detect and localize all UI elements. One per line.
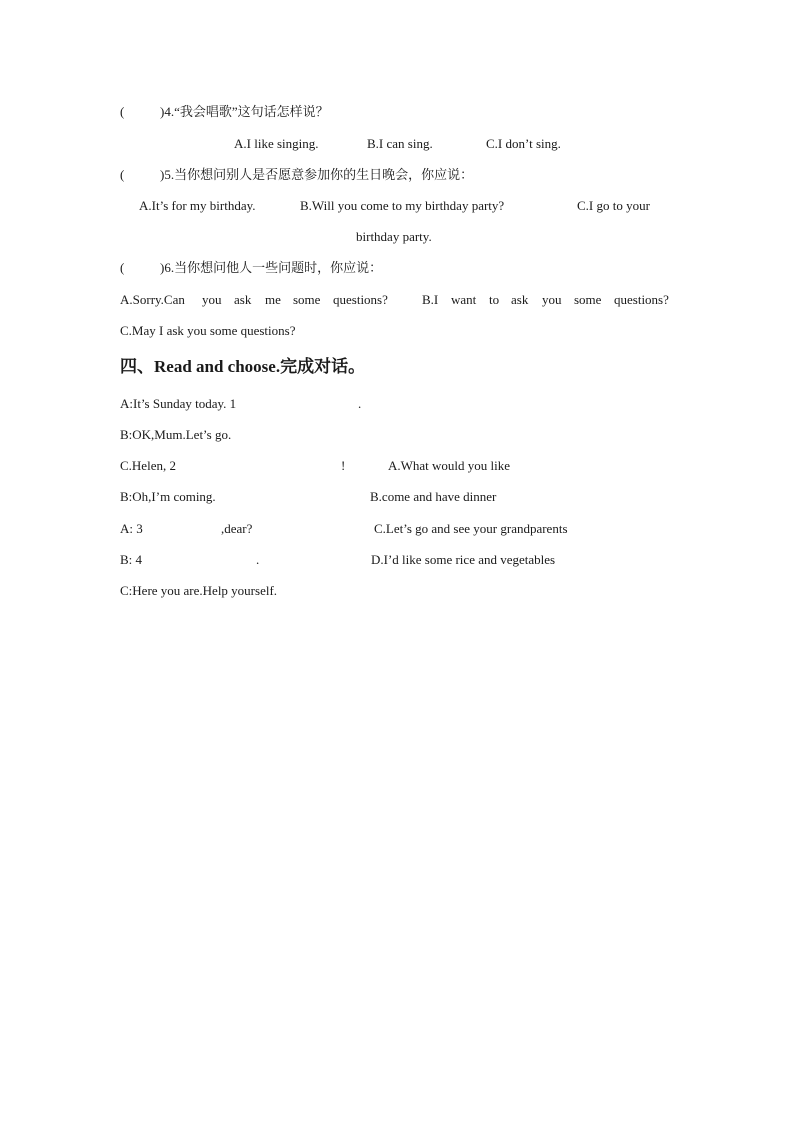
q5-stem: )5.当你想问别人是否愿意参加你的生日晚会，你应说： [160, 167, 474, 182]
q6-option-a-word: you [202, 292, 222, 307]
dialogue-line-left: A: 3 [120, 521, 143, 536]
q6-option-b-word: B.I [422, 292, 439, 307]
dialogue-line-mid: ! [341, 458, 346, 473]
q6-option-b-word: you [542, 292, 562, 307]
q6-option-c: C.May I ask you some questions? [120, 323, 296, 338]
q5-option-c: C.I go to your [577, 198, 650, 213]
q5-option-b: B.Will you come to my birthday party? [300, 198, 505, 213]
dialogue-line-mid: . [358, 396, 362, 411]
dialogue-line-left: B: 4 [120, 552, 143, 567]
q5-paren: ( [120, 167, 125, 182]
q6-stem: )6.当你想问他人一些问题时，你应说： [160, 260, 383, 275]
q6-option-a-word: ask [234, 292, 252, 307]
choice-option-a: A.What would you like [388, 458, 511, 473]
q4-stem: )4.“我会唱歌”这句话怎样说？ [160, 104, 329, 119]
q6-option-b-word: ask [511, 292, 529, 307]
dialogue-line-mid: ,dear? [221, 521, 253, 536]
q4-option-c: C.I don’t sing. [486, 136, 561, 151]
dialogue-line-left: C:Here you are.Help yourself. [120, 583, 278, 598]
q6-option-b-word: to [489, 292, 500, 307]
section-heading-chinese: 完成对话。 [280, 357, 366, 376]
dialogue-line-mid: . [256, 552, 260, 567]
q6-option-a-word: some [293, 292, 321, 307]
choice-option-c: C.Let’s go and see your grandparents [374, 521, 568, 536]
dialogue-line-left: A:It’s Sunday today. 1 [120, 396, 237, 411]
q6-option-a-word: questions? [333, 292, 388, 307]
q6-option-b-word: some [574, 292, 602, 307]
dialogue-line-left: B:OK,Mum.Let’s go. [120, 427, 232, 442]
q4-option-b: B.I can sing. [367, 136, 433, 151]
q5-option-c-cont: birthday party. [356, 229, 432, 244]
section-heading-number: 四、 [120, 357, 154, 376]
q6-option-b-word: want [451, 292, 477, 307]
q4-paren: ( [120, 104, 125, 119]
dialogue-line-left: C.Helen, 2 [120, 458, 176, 473]
q6-paren: ( [120, 260, 125, 275]
dialogue-line-left: B:Oh,I’m coming. [120, 489, 216, 504]
q4-option-a: A.I like singing. [234, 136, 319, 151]
q6-option-a-word: A.Sorry.Can [120, 292, 185, 307]
section-heading-english: Read and choose. [154, 357, 281, 376]
q6-option-a-word: me [265, 292, 281, 307]
choice-option-d: D.I’d like some rice and vegetables [371, 552, 556, 567]
q5-option-a: A.It’s for my birthday. [139, 198, 256, 213]
choice-option-b: B.come and have dinner [370, 489, 497, 504]
q6-option-b-word: questions? [614, 292, 669, 307]
section-heading [120, 357, 365, 377]
